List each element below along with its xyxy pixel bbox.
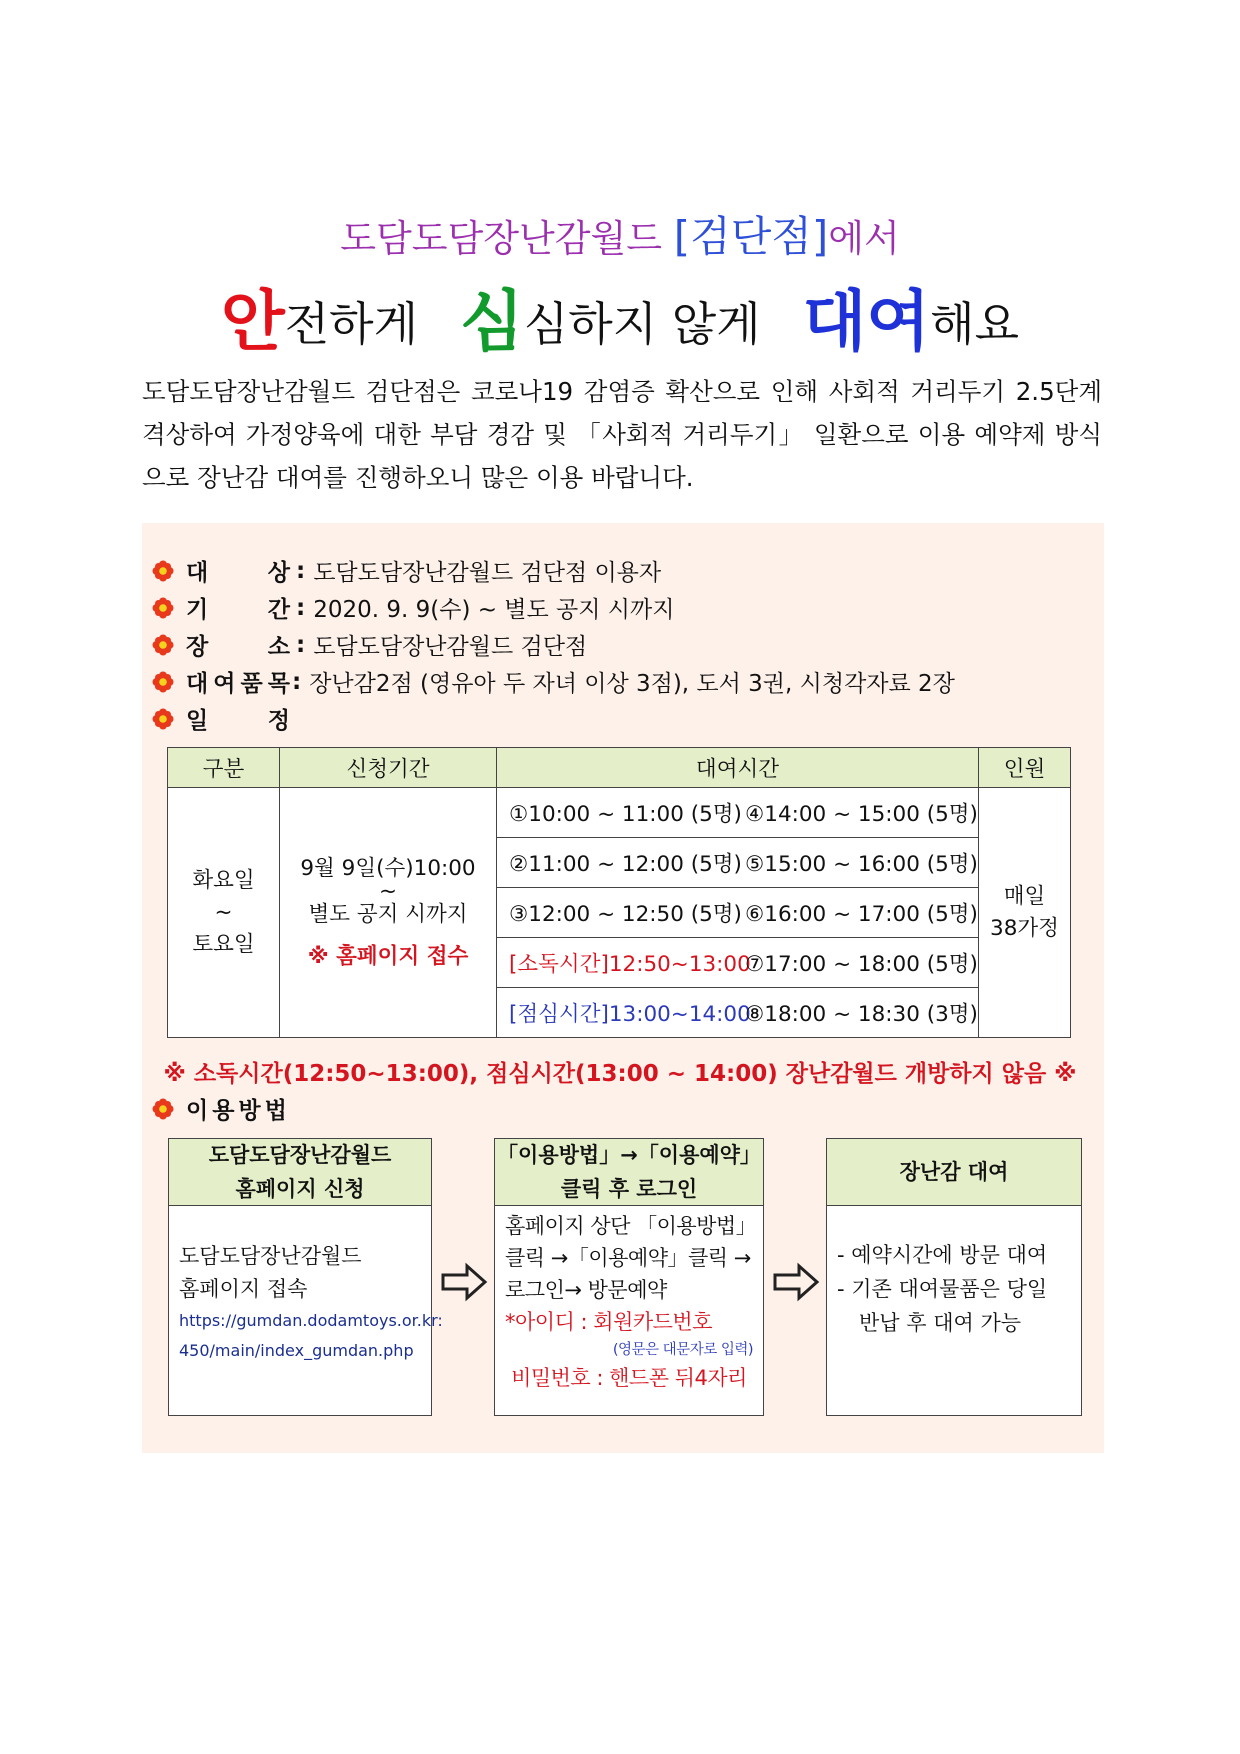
time-slot-row: ②11:00 ~ 12:00 (5명) ⑤15:00 ~ 16:00 (5명) — [497, 838, 979, 888]
info-place-value: 도담도담장난감월드 검단점 — [313, 634, 588, 660]
slogan-sim-rest: 심하지 않게 — [523, 297, 761, 351]
flower-bullet-icon — [152, 708, 174, 730]
title-suffix: 에서 — [828, 217, 900, 260]
header-rental-time: 대여시간 — [497, 748, 979, 788]
outline-right-arrow-icon — [440, 1262, 488, 1302]
slogan-an-rest: 전하게 — [284, 297, 419, 351]
apply-period-cell: 9월 9일(수)10:00 ~ 별도 공지 시까지 ※ 홈페이지 접수 — [280, 788, 497, 1038]
flower-bullet-icon — [152, 634, 174, 656]
step3-body: - 예약시간에 방문 대여 - 기존 대여물품은 당일 반납 후 대여 가능 — [837, 1243, 1048, 1335]
info-period-value: 2020. 9. 9(수) ~ 별도 공지 시까지 — [313, 597, 675, 623]
flower-bullet-icon — [152, 560, 174, 582]
info-items: 대 여 품 목 : 장난감2점 (영유아 두 자녀 이상 3점), 도서 3권, 시청각자료 2장 — [152, 665, 955, 698]
people-cell: 매일 38가정 — [978, 788, 1070, 1038]
slogan — [0, 268, 1240, 363]
schedule-table — [167, 747, 1071, 1038]
division-cell: 화요일 ~ 토요일 — [168, 788, 280, 1038]
slogan-sim: 심 — [460, 283, 524, 360]
password-instruction: 비밀번호 : 핸드폰 뒤4자리 — [511, 1366, 747, 1390]
homepage-receipt-note: ※ 홈페이지 접수 — [307, 943, 469, 969]
time-slot-row: ①10:00 ~ 11:00 (5명) ④14:00 ~ 15:00 (5명) — [497, 788, 979, 838]
info-method — [152, 1092, 291, 1125]
step-login — [494, 1138, 764, 1416]
step-homepage-apply — [168, 1138, 443, 1416]
info-schedule-label: 일 정 — [186, 708, 290, 734]
title-store-name: 도담도담장난감월드 — [340, 217, 674, 260]
info-items-value: 장난감2점 (영유아 두 자녀 이상 3점), 도서 3권, 시청각자료 2장 — [309, 671, 955, 697]
time-slot-row: [소독시간]12:50~13:00⑦17:00 ~ 18:00 (5명) — [497, 938, 979, 988]
info-place-label: 장 소 — [186, 634, 290, 660]
info-items-label: 대 여 품 목 — [186, 671, 290, 697]
time-slot-row: ③12:00 ~ 12:50 (5명) ⑥16:00 ~ 17:00 (5명) — [497, 888, 979, 938]
info-target: 대 상 : 도담도담장난감월드 검단점 이용자 — [152, 554, 661, 587]
info-method-label: 이용방법 — [186, 1098, 291, 1124]
info-target-label: 대 상 — [186, 560, 290, 586]
step1-header: 도담도담장난감월드 홈페이지 신청 — [169, 1139, 431, 1206]
step2-header: 「이용방법」→「이용예약」 클릭 후 로그인 — [495, 1139, 763, 1206]
step-toy-rental — [826, 1138, 1082, 1416]
info-place: 장 소 : 도담도담장난감월드 검단점 — [152, 628, 587, 661]
info-period: 기 간 : 2020. 9. 9(수) ~ 별도 공지 시까지 — [152, 591, 674, 624]
outline-right-arrow-icon — [772, 1262, 820, 1302]
header-division: 구분 — [168, 748, 280, 788]
flower-bullet-icon — [152, 597, 174, 619]
step2-body: 홈페이지 상단 「이용방법」 클릭 →「이용예약」클릭 → 로그인→ 방문예약 *아이디 : 회원카드번호 (영문은 대문자로 입력) 비밀번호 : 핸드폰 뒤4자리 — [495, 1206, 763, 1402]
info-period-label: 기 간 — [186, 597, 290, 623]
homepage-url[interactable]: https://gumdan.dodamtoys.or.kr: — [179, 1311, 443, 1330]
slogan-daeyeo: 대여 — [802, 283, 931, 360]
title-branch: [검단점] — [673, 212, 829, 261]
id-instruction: *아이디 : 회원카드번호 — [505, 1310, 712, 1334]
disinfection-time: [소독시간]12:50~13:00 — [509, 952, 751, 977]
time-slot-row: [점심시간]13:00~14:00⑧18:00 ~ 18:30 (3명) — [497, 988, 979, 1038]
slogan-daeyeo-rest: 해요 — [930, 297, 1020, 351]
flower-bullet-icon — [152, 671, 174, 693]
step3-header: 장난감 대여 — [827, 1139, 1081, 1206]
header-apply-period: 신청기간 — [280, 748, 497, 788]
info-schedule — [152, 702, 290, 735]
closed-hours-notice: ※ 소독시간(12:50~13:00), 점심시간(13:00 ~ 14:00) 장난감월드 개방하지 않음 ※ — [163, 1061, 1077, 1087]
document-title — [0, 204, 1240, 264]
step1-body: 도담도담장난감월드 홈페이지 접속 https://gumdan.dodamtoys.or.kr: 450/main/index_gumdan.php — [179, 1244, 443, 1360]
slogan-an: 안 — [220, 283, 285, 360]
lunch-time: [점심시간]13:00~14:00 — [509, 1002, 751, 1027]
flower-bullet-icon — [152, 1098, 174, 1120]
header-people: 인원 — [978, 748, 1070, 788]
info-target-value: 도담도담장난감월드 검단점 이용자 — [313, 560, 662, 586]
intro-paragraph: 도담도담장난감월드 검단점은 코로나19 감염증 확산으로 인해 사회적 거리두기 2.5단계 격상하여 가정양육에 대한 부담 경감 및 「사회적 거리두기」 일환으로 이용 예약제 방식으로 장난감 대여를 진행하오니 많은 이용 바랍니다. — [142, 377, 1102, 492]
